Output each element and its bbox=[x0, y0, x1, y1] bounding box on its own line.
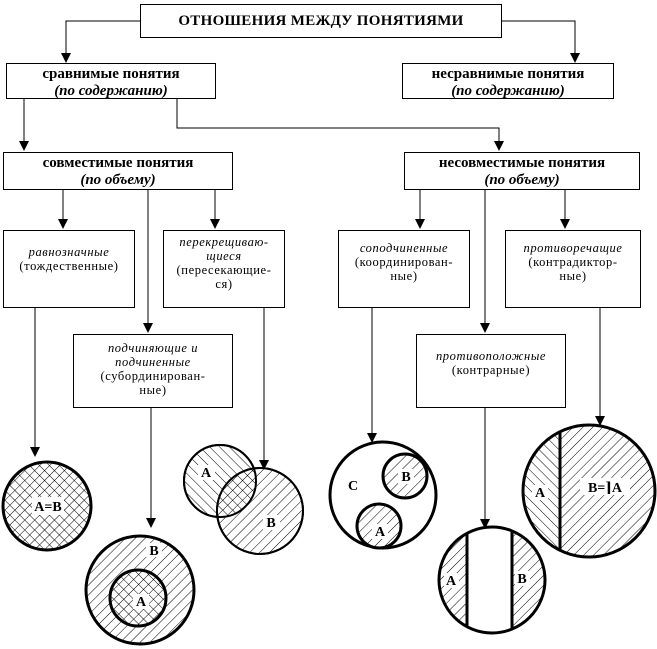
box-coordinate bbox=[338, 230, 470, 308]
title-box bbox=[140, 4, 502, 38]
label-sub-a: А bbox=[135, 595, 147, 610]
label-coord-b: В bbox=[401, 470, 411, 485]
box-comparable bbox=[6, 63, 216, 99]
diagram-intersecting bbox=[184, 445, 303, 554]
equivalent-label: равнозначные bbox=[28, 245, 110, 259]
incompatible-sub: (по объему) bbox=[484, 171, 560, 188]
subordinate-sub-1: (субординирован- bbox=[100, 369, 206, 383]
intersecting-label-2: щиеся bbox=[206, 249, 242, 263]
contradictory-sub-1: (контрадиктор- bbox=[528, 255, 618, 269]
box-incomparable bbox=[402, 63, 614, 99]
label-sub-b: В bbox=[149, 544, 159, 559]
label-coord-c: С bbox=[347, 479, 359, 494]
label-equivalent: А=В bbox=[34, 500, 62, 515]
compatible-label: совместимые понятия bbox=[42, 155, 194, 171]
box-contrary bbox=[416, 334, 566, 408]
box-equivalent bbox=[3, 230, 135, 308]
comparable-label: сравнимые понятия bbox=[42, 66, 180, 82]
page-title: ОТНОШЕНИЯ МЕЖДУ ПОНЯТИЯМИ bbox=[178, 13, 464, 29]
box-subordinate bbox=[73, 334, 233, 408]
contrary-sub: (контрарные) bbox=[451, 363, 531, 377]
coordinate-label: соподчиненные bbox=[359, 241, 449, 255]
label-coord-a: А bbox=[374, 525, 386, 540]
label-contrary-b: В bbox=[517, 572, 527, 587]
contradictory-label: противоречащие bbox=[523, 241, 623, 255]
contradictory-sub-2: ные) bbox=[559, 269, 587, 283]
comparable-sub: (по содержанию) bbox=[54, 82, 168, 99]
equivalent-sub: (тождественные) bbox=[19, 259, 119, 273]
label-inter-a: А bbox=[200, 466, 212, 481]
intersecting-sub-1: (пересекающие- bbox=[176, 263, 272, 277]
box-intersecting bbox=[163, 230, 285, 308]
label-contra-a: А bbox=[534, 486, 546, 501]
subordinate-sub-2: ные) bbox=[139, 383, 167, 397]
contrary-label: противоположные bbox=[435, 349, 547, 363]
compatible-sub: (по объему) bbox=[80, 171, 156, 188]
diagram-subordinate bbox=[86, 536, 194, 644]
label-contra-b: В=⌉А bbox=[587, 481, 623, 496]
box-incompatible bbox=[404, 152, 640, 190]
intersecting-sub-2: ся) bbox=[215, 277, 233, 291]
incompatible-label: несовместимые понятия bbox=[438, 155, 606, 171]
subordinate-label-2: подчиненные bbox=[115, 355, 191, 369]
incomparable-label: несравнимые понятия bbox=[431, 66, 585, 82]
box-compatible bbox=[3, 152, 233, 190]
subordinate-label-1: подчиняющие и bbox=[107, 341, 199, 355]
coordinate-sub-1: (координирован- bbox=[354, 255, 454, 269]
box-contradictory bbox=[505, 230, 641, 308]
incomparable-sub: (по содержанию) bbox=[451, 82, 565, 99]
intersecting-label-1: перекрещиваю- bbox=[179, 235, 269, 249]
coordinate-sub-2: ные) bbox=[390, 269, 418, 283]
label-contrary-a: А bbox=[445, 574, 457, 589]
label-inter-b: В bbox=[266, 516, 276, 531]
